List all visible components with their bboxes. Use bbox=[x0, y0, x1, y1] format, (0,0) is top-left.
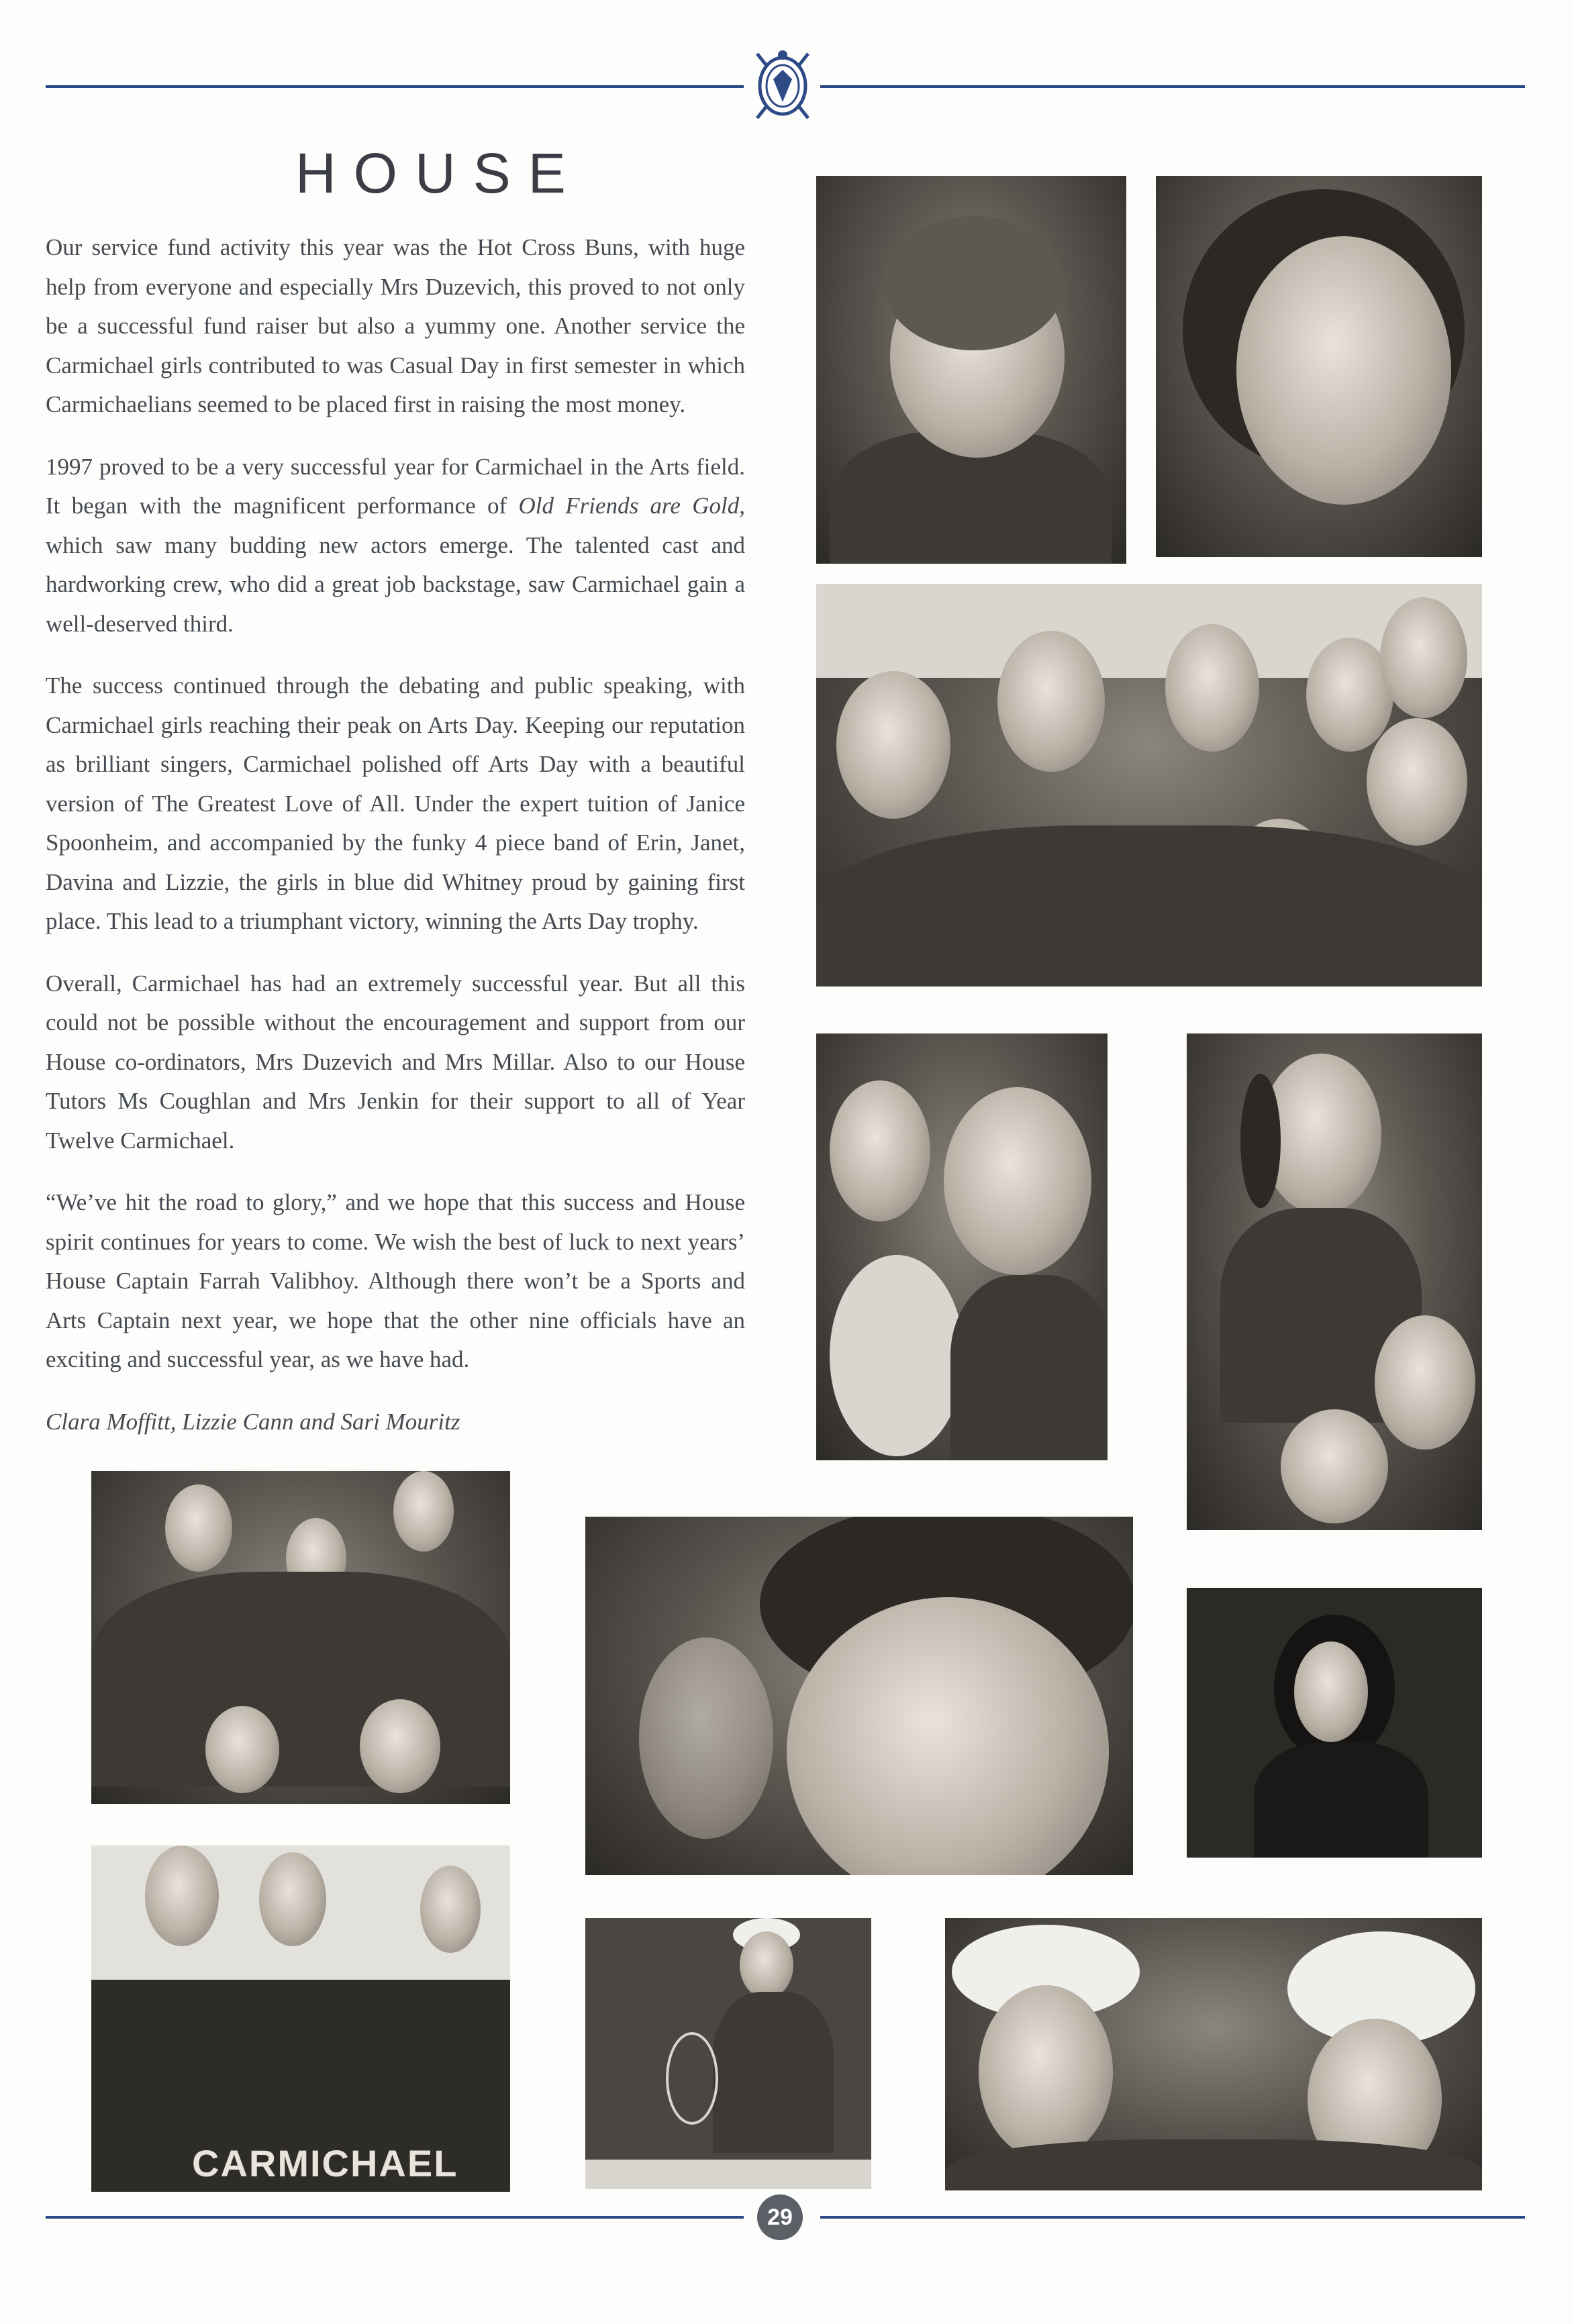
photo-girls-in-caps bbox=[945, 1918, 1482, 2190]
photo-group-five bbox=[91, 1471, 510, 1804]
school-crest-icon bbox=[750, 46, 815, 126]
bottom-rule-left bbox=[46, 2216, 744, 2219]
article-body bbox=[46, 228, 745, 1464]
paragraph-overall: Overall, Carmichael has had an extremely successful year. But all this could not be possible without the encouragement and support from our House co-ordinators, Mrs Duzevich and Mrs Millar. Also to our House Tutors Ms Coughlan and Mrs Jenkin for their support to all of Year Twelve Carmichael. bbox=[46, 970, 745, 1154]
photo-tennis-player bbox=[585, 1918, 871, 2189]
bottom-rule-right bbox=[820, 2216, 1525, 2219]
photo-two-girls bbox=[816, 1033, 1108, 1460]
photo-closeup-profile bbox=[585, 1517, 1133, 1875]
photo-carmichael-banner bbox=[91, 1846, 510, 2192]
paragraph-arts: 1997 proved to be a very successful year for Carmichael in the Arts field. It began with the magnificent performance of Old Friends are Gold, which saw many budding new actors emerge. The talented cast and hardworking crew, who did a great job backstage, saw Carmichael gain a well-deserved third. bbox=[46, 453, 745, 637]
top-rule-left bbox=[46, 85, 744, 88]
paragraph-service-fund: Our service fund activity this year was the Hot Cross Buns, with huge help from everyone and especially Mrs Duzevich, this proved to not only be a successful fund raiser but also a yummy one. Another service the Carmichael girls contributed to was Casual Day in first semester in which Carmichaelians seemed to be placed first in raising the most money. bbox=[46, 234, 745, 417]
photo-swimmer bbox=[816, 176, 1126, 564]
top-rule-right bbox=[820, 85, 1525, 88]
photo-girl-in-blazer bbox=[1187, 1588, 1482, 1858]
paragraph-closing: “We’ve hit the road to glory,” and we hope that this success and House spirit continues for years to come. We wish the best of luck to next years’ House Captain Farrah Valibhoy. Although there won’t be a Sports and Arts Captain next year, we hope that the other nine officials have an exciting and successful year, as we have had. bbox=[46, 1189, 745, 1372]
page-heading: HOUSE bbox=[295, 142, 583, 205]
play-title: Old Friends are Gold bbox=[518, 493, 740, 519]
paragraph-debating: The success continued through the debating and public speaking, with Carmichael girls reaching their peak on Arts Day. Keeping our reputation as brilliant singers, Carmichael polished off Arts Day with a beautiful version of The Greatest Love of All. Under the expert tuition of Janice Spoonheim, and accompanied by the funky 4 piece band of Erin, Janet, Davina and Lizzie, the girls in blue did Whitney proud by gaining first place. This lead to a triumphant victory, winning the Arts Day trophy. bbox=[46, 672, 745, 934]
photo-group-seated bbox=[816, 584, 1482, 987]
author-signature: Clara Moffitt, Lizzie Cann and Sari Mouritz bbox=[46, 1408, 460, 1435]
banner-text: CARMICHAEL bbox=[192, 2142, 458, 2184]
photo-girls-on-court bbox=[1187, 1033, 1482, 1530]
page-number-badge: 29 bbox=[757, 2194, 803, 2240]
photo-smiling-girl bbox=[1156, 176, 1482, 557]
